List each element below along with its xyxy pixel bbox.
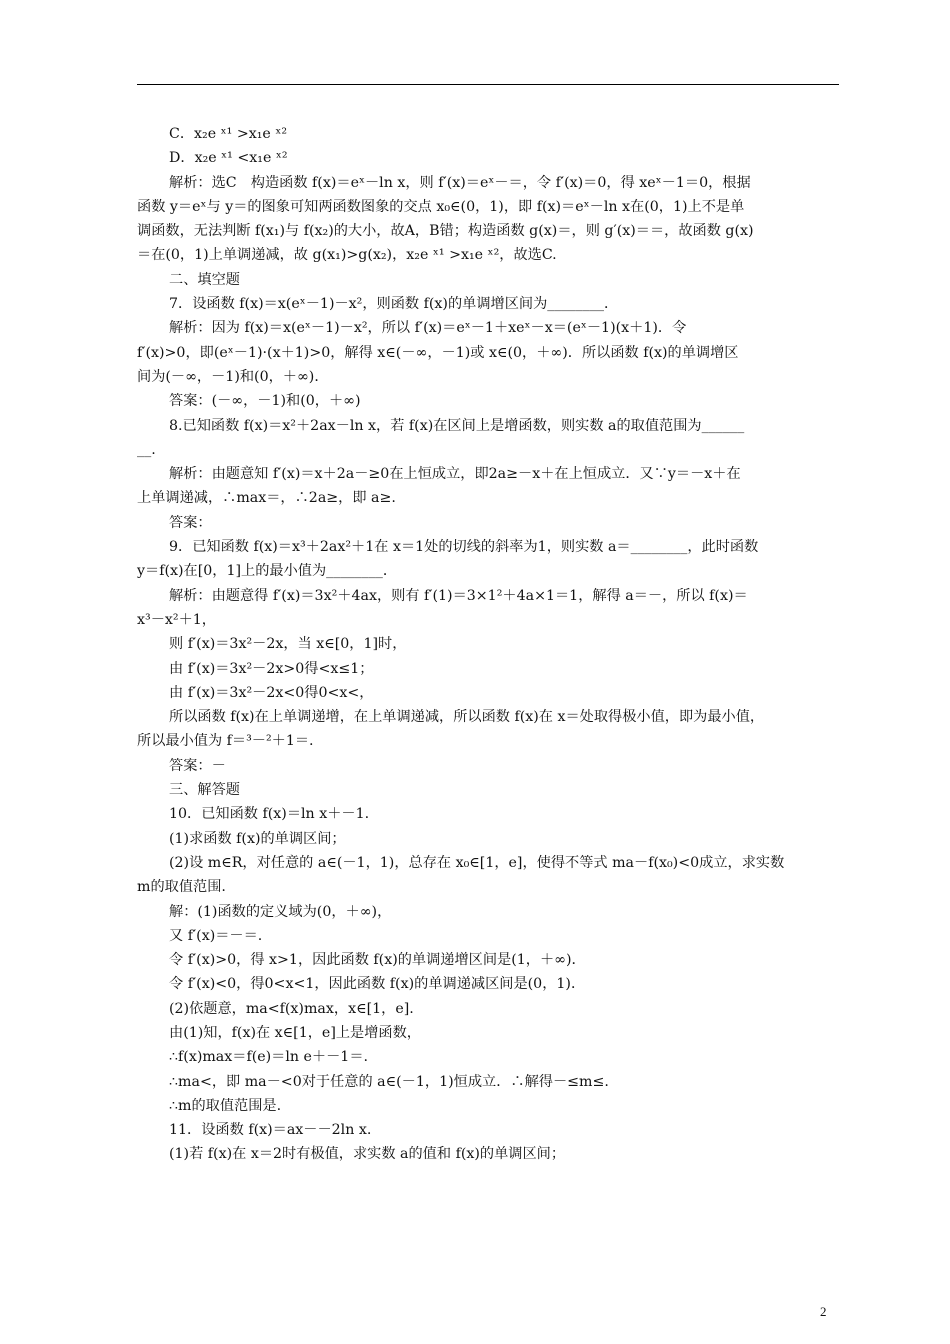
text-line: 解析：选C 构造函数 f(x)＝eˣ－ln x，则 f′(x)＝eˣ－＝，令 f′(x)＝0，得 xeˣ－1＝0，根据 xyxy=(169,174,751,191)
text-line: 9．已知函数 f(x)＝x³＋2ax²＋1在 x＝1处的切线的斜率为1，则实数 a＝________，此时函数 xyxy=(169,539,759,556)
text-line: 7．设函数 f(x)＝x(eˣ－1)－x²，则函数 f(x)的单调增区间为________． xyxy=(169,296,619,313)
text-line: 解析：因为 f(x)＝x(eˣ－1)－x²，所以 f′(x)＝eˣ－1＋xeˣ－x＝(eˣ－1)(x＋1)．令 xyxy=(169,320,687,337)
text-line: 解析：由题意得 f′(x)＝3x²＋4ax，则有 f′(1)＝3×1²＋4a×1＝1，解得 a＝－，所以 f(x)＝ xyxy=(169,587,748,604)
text-line: 令 f′(x)<0，得0<x<1，因此函数 f(x)的单调递减区间是(0，1)． xyxy=(169,976,586,993)
text-line: D．x₂e ˣ¹ <x₁e ˣ² xyxy=(169,150,288,167)
text-line: x³－x²＋1， xyxy=(137,611,216,628)
page-number: 2 xyxy=(820,1304,827,1319)
text-line: 答案：－ xyxy=(169,757,226,774)
text-line: C．x₂e ˣ¹ >x₁e ˣ² xyxy=(169,126,288,142)
text-line: ∴ma<，即 ma－<0对于任意的 a∈(－1，1)恒成立．∴解得－≤m≤. xyxy=(169,1073,609,1090)
text-line: 10．已知函数 f(x)＝ln x＋－1. xyxy=(169,806,370,823)
text-line: 解析：由题意知 f′(x)＝x＋2a－≥0在上恒成立，即2a≥－x＋在上恒成立．又∵y＝－x＋在 xyxy=(169,466,741,483)
text-line: 所以最小值为 f＝³－²＋1＝. xyxy=(137,733,314,750)
text-line: (2)设 m∈R，对任意的 a∈(－1，1)，总存在 x₀∈[1，e]，使得不等式 ma－f(x₀)<0成立，求实数 xyxy=(169,854,785,871)
text-line: 又 f′(x)＝－＝. xyxy=(169,927,263,944)
text-line: 由 f′(x)＝3x²－2x>0得<x≤1； xyxy=(169,660,374,677)
text-line: 解：(1)函数的定义域为(0，＋∞)， xyxy=(169,903,392,920)
text-line: 函数 y＝eˣ与 y＝的图象可知两函数图象的交点 x₀∈(0，1)，即 f(x)＝eˣ－ln x在(0，1)上不是单 xyxy=(137,198,745,215)
text-line: ∴m的取值范围是. xyxy=(169,1097,282,1114)
text-line: 所以函数 f(x)在上单调递增，在上单调递减，所以函数 f(x)在 x＝处取得极小值，即为最小值， xyxy=(169,709,765,726)
text-line: __. xyxy=(137,441,156,458)
text-line: m的取值范围. xyxy=(137,879,226,896)
text-line: 调函数，无法判断 f(x₁)与 f(x₂)的大小，故A，B错；构造函数 g(x)＝，则 g′(x)＝＝，故函数 g(x) xyxy=(137,223,754,240)
text-line: 答案： xyxy=(169,514,212,531)
text-line: (2)依题意，ma<f(x)max，x∈[1，e]. xyxy=(169,1000,414,1017)
text-line: 11．设函数 f(x)＝ax－－2ln x. xyxy=(169,1122,372,1139)
text-line: 由 f′(x)＝3x²－2x<0得0<x<， xyxy=(169,684,374,701)
document-body xyxy=(137,122,845,1167)
text-line: 间为(－∞，－1)和(0，＋∞)． xyxy=(137,368,329,385)
text-line: 8.已知函数 f(x)＝x²＋2ax－ln x，若 f(x)在区间上是增函数，则实数 a的取值范围为______ xyxy=(169,417,745,434)
text-line: (1)求函数 f(x)的单调区间； xyxy=(169,830,346,847)
text-line: 二、填空题 xyxy=(169,271,240,288)
text-line: 则 f′(x)＝3x²－2x，当 x∈[0，1]时， xyxy=(169,636,407,653)
text-line: y＝f(x)在[0，1]上的最小值为________． xyxy=(137,563,398,580)
text-line: ＝在(0，1)上单调递减，故 g(x₁)>g(x₂)，x₂e ˣ¹ >x₁e ˣ²，故选C. xyxy=(137,247,557,264)
header-rule xyxy=(137,84,839,85)
text-line: 答案：(－∞，－1)和(0，＋∞) xyxy=(169,393,361,410)
text-line: (1)若 f(x)在 x＝2时有极值，求实数 a的值和 f(x)的单调区间； xyxy=(169,1146,566,1163)
text-line: 令 f′(x)>0，得 x>1，因此函数 f(x)的单调递增区间是(1，＋∞)． xyxy=(169,952,586,969)
text-line: ∴f(x)max＝f(e)＝ln e＋－1＝. xyxy=(169,1049,369,1066)
text-line: 三、解答题 xyxy=(169,782,240,799)
text-line: 上单调递减，∴max＝，∴2a≥，即 a≥. xyxy=(137,490,396,507)
text-line: f′(x)>0，即(eˣ－1)·(x＋1)>0，解得 x∈(－∞，－1)或 x∈(0，＋∞)．所以函数 f(x)的单调增区 xyxy=(137,344,739,361)
text-line: 由(1)知，f(x)在 x∈[1，e]上是增函数， xyxy=(169,1024,421,1041)
